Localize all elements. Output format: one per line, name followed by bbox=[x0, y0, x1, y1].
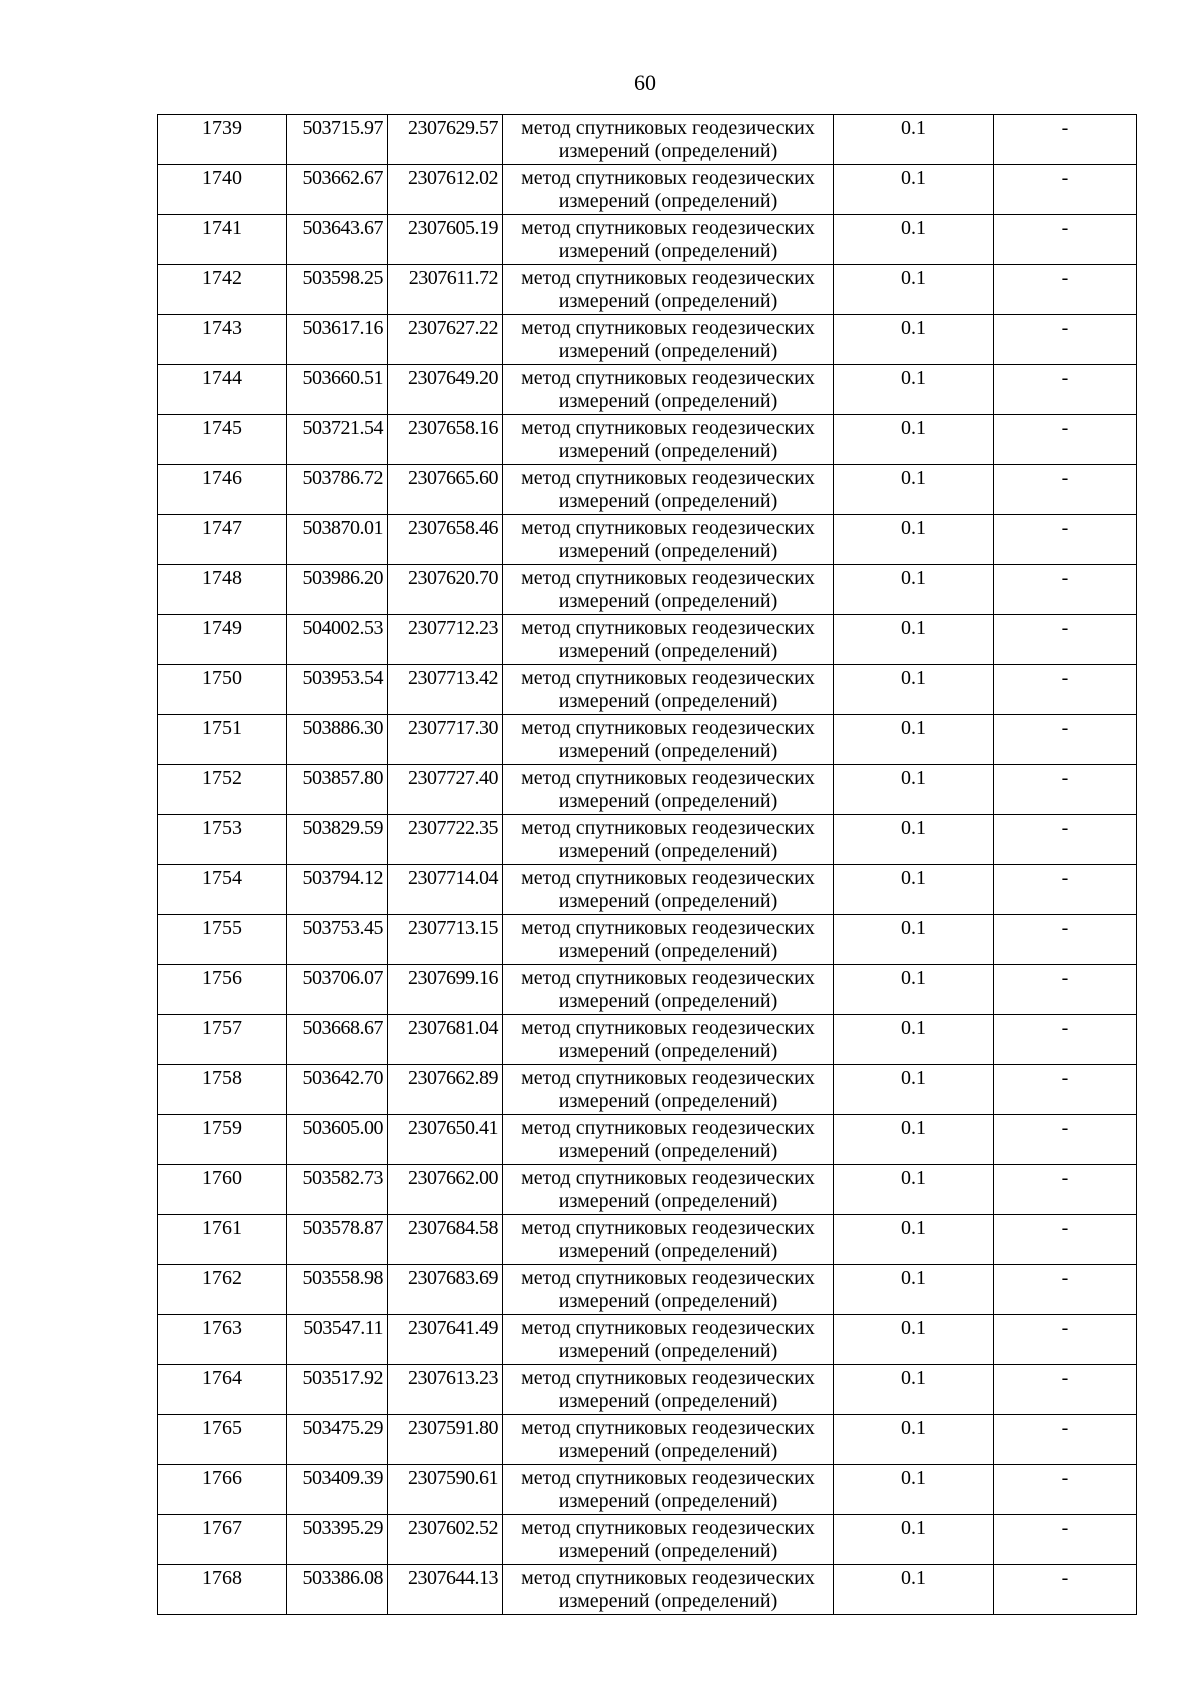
y-coordinate-cell: 2307644.13 bbox=[388, 1565, 503, 1615]
y-coordinate-cell: 2307713.42 bbox=[388, 665, 503, 715]
method-cell: метод спутниковых геодезических измерений (определений) bbox=[503, 565, 834, 615]
description-cell: - bbox=[994, 815, 1137, 865]
description-cell: - bbox=[994, 1465, 1137, 1515]
point-number-cell: 1743 bbox=[158, 315, 287, 365]
table-row bbox=[158, 565, 1137, 615]
accuracy-cell: 0.1 bbox=[834, 1065, 994, 1115]
table-row bbox=[158, 1065, 1137, 1115]
point-number-cell: 1741 bbox=[158, 215, 287, 265]
point-number-cell: 1753 bbox=[158, 815, 287, 865]
x-coordinate-cell: 503582.73 bbox=[287, 1165, 388, 1215]
point-number-cell: 1752 bbox=[158, 765, 287, 815]
method-cell: метод спутниковых геодезических измерений (определений) bbox=[503, 415, 834, 465]
method-cell: метод спутниковых геодезических измерений (определений) bbox=[503, 315, 834, 365]
point-number-cell: 1742 bbox=[158, 265, 287, 315]
y-coordinate-cell: 2307627.22 bbox=[388, 315, 503, 365]
point-number-cell: 1745 bbox=[158, 415, 287, 465]
y-coordinate-cell: 2307641.49 bbox=[388, 1315, 503, 1365]
point-number-cell: 1746 bbox=[158, 465, 287, 515]
table-body bbox=[158, 115, 1137, 1615]
description-cell: - bbox=[994, 365, 1137, 415]
table-row bbox=[158, 365, 1137, 415]
accuracy-cell: 0.1 bbox=[834, 1265, 994, 1315]
accuracy-cell: 0.1 bbox=[834, 115, 994, 165]
x-coordinate-cell: 503660.51 bbox=[287, 365, 388, 415]
point-number-cell: 1751 bbox=[158, 715, 287, 765]
accuracy-cell: 0.1 bbox=[834, 565, 994, 615]
point-number-cell: 1765 bbox=[158, 1415, 287, 1465]
accuracy-cell: 0.1 bbox=[834, 365, 994, 415]
point-number-cell: 1757 bbox=[158, 1015, 287, 1065]
x-coordinate-cell: 503558.98 bbox=[287, 1265, 388, 1315]
description-cell: - bbox=[994, 1565, 1137, 1615]
method-cell: метод спутниковых геодезических измерений (определений) bbox=[503, 165, 834, 215]
accuracy-cell: 0.1 bbox=[834, 1465, 994, 1515]
method-cell: метод спутниковых геодезических измерений (определений) bbox=[503, 1565, 834, 1615]
table-row bbox=[158, 1015, 1137, 1065]
y-coordinate-cell: 2307612.02 bbox=[388, 165, 503, 215]
description-cell: - bbox=[994, 915, 1137, 965]
table-row bbox=[158, 1215, 1137, 1265]
y-coordinate-cell: 2307665.60 bbox=[388, 465, 503, 515]
point-number-cell: 1759 bbox=[158, 1115, 287, 1165]
x-coordinate-cell: 503643.67 bbox=[287, 215, 388, 265]
description-cell: - bbox=[994, 565, 1137, 615]
y-coordinate-cell: 2307727.40 bbox=[388, 765, 503, 815]
description-cell: - bbox=[994, 865, 1137, 915]
x-coordinate-cell: 503721.54 bbox=[287, 415, 388, 465]
table-row bbox=[158, 1465, 1137, 1515]
page-number: 60 bbox=[634, 70, 656, 95]
method-cell: метод спутниковых геодезических измерений (определений) bbox=[503, 915, 834, 965]
accuracy-cell: 0.1 bbox=[834, 515, 994, 565]
method-cell: метод спутниковых геодезических измерений (определений) bbox=[503, 515, 834, 565]
table-row bbox=[158, 915, 1137, 965]
table-row bbox=[158, 465, 1137, 515]
point-number-cell: 1768 bbox=[158, 1565, 287, 1615]
y-coordinate-cell: 2307713.15 bbox=[388, 915, 503, 965]
accuracy-cell: 0.1 bbox=[834, 715, 994, 765]
method-cell: метод спутниковых геодезических измерений (определений) bbox=[503, 1015, 834, 1065]
description-cell: - bbox=[994, 1065, 1137, 1115]
description-cell: - bbox=[994, 665, 1137, 715]
table-row bbox=[158, 315, 1137, 365]
method-cell: метод спутниковых геодезических измерений (определений) bbox=[503, 1415, 834, 1465]
accuracy-cell: 0.1 bbox=[834, 1315, 994, 1365]
point-number-cell: 1739 bbox=[158, 115, 287, 165]
accuracy-cell: 0.1 bbox=[834, 415, 994, 465]
description-cell: - bbox=[994, 1315, 1137, 1365]
accuracy-cell: 0.1 bbox=[834, 1415, 994, 1465]
method-cell: метод спутниковых геодезических измерений (определений) bbox=[503, 215, 834, 265]
description-cell: - bbox=[994, 1415, 1137, 1465]
point-number-cell: 1748 bbox=[158, 565, 287, 615]
accuracy-cell: 0.1 bbox=[834, 1165, 994, 1215]
table-row bbox=[158, 1165, 1137, 1215]
table-row bbox=[158, 1265, 1137, 1315]
method-cell: метод спутниковых геодезических измерений (определений) bbox=[503, 965, 834, 1015]
table-row bbox=[158, 615, 1137, 665]
x-coordinate-cell: 503953.54 bbox=[287, 665, 388, 715]
table-row bbox=[158, 265, 1137, 315]
table-row bbox=[158, 715, 1137, 765]
y-coordinate-cell: 2307684.58 bbox=[388, 1215, 503, 1265]
table-row bbox=[158, 1315, 1137, 1365]
accuracy-cell: 0.1 bbox=[834, 465, 994, 515]
x-coordinate-cell: 503617.16 bbox=[287, 315, 388, 365]
accuracy-cell: 0.1 bbox=[834, 1215, 994, 1265]
accuracy-cell: 0.1 bbox=[834, 265, 994, 315]
x-coordinate-cell: 503547.11 bbox=[287, 1315, 388, 1365]
method-cell: метод спутниковых геодезических измерений (определений) bbox=[503, 1115, 834, 1165]
table-row bbox=[158, 1565, 1137, 1615]
x-coordinate-cell: 503786.72 bbox=[287, 465, 388, 515]
y-coordinate-cell: 2307629.57 bbox=[388, 115, 503, 165]
table-row bbox=[158, 1515, 1137, 1565]
x-coordinate-cell: 503517.92 bbox=[287, 1365, 388, 1415]
y-coordinate-cell: 2307722.35 bbox=[388, 815, 503, 865]
x-coordinate-cell: 503870.01 bbox=[287, 515, 388, 565]
description-cell: - bbox=[994, 515, 1137, 565]
y-coordinate-cell: 2307602.52 bbox=[388, 1515, 503, 1565]
accuracy-cell: 0.1 bbox=[834, 765, 994, 815]
method-cell: метод спутниковых геодезических измерений (определений) bbox=[503, 115, 834, 165]
table-row bbox=[158, 765, 1137, 815]
coordinates-table bbox=[157, 114, 1137, 1615]
y-coordinate-cell: 2307591.80 bbox=[388, 1415, 503, 1465]
x-coordinate-cell: 503409.39 bbox=[287, 1465, 388, 1515]
description-cell: - bbox=[994, 215, 1137, 265]
accuracy-cell: 0.1 bbox=[834, 965, 994, 1015]
method-cell: метод спутниковых геодезических измерений (определений) bbox=[503, 815, 834, 865]
method-cell: метод спутниковых геодезических измерений (определений) bbox=[503, 1065, 834, 1115]
point-number-cell: 1750 bbox=[158, 665, 287, 715]
accuracy-cell: 0.1 bbox=[834, 665, 994, 715]
x-coordinate-cell: 503598.25 bbox=[287, 265, 388, 315]
x-coordinate-cell: 503715.97 bbox=[287, 115, 388, 165]
y-coordinate-cell: 2307611.72 bbox=[388, 265, 503, 315]
point-number-cell: 1756 bbox=[158, 965, 287, 1015]
method-cell: метод спутниковых геодезических измерений (определений) bbox=[503, 1315, 834, 1365]
point-number-cell: 1754 bbox=[158, 865, 287, 915]
table-row bbox=[158, 1365, 1137, 1415]
point-number-cell: 1755 bbox=[158, 915, 287, 965]
x-coordinate-cell: 504002.53 bbox=[287, 615, 388, 665]
y-coordinate-cell: 2307658.16 bbox=[388, 415, 503, 465]
x-coordinate-cell: 503395.29 bbox=[287, 1515, 388, 1565]
y-coordinate-cell: 2307681.04 bbox=[388, 1015, 503, 1065]
x-coordinate-cell: 503662.67 bbox=[287, 165, 388, 215]
description-cell: - bbox=[994, 765, 1137, 815]
method-cell: метод спутниковых геодезических измерений (определений) bbox=[503, 1165, 834, 1215]
method-cell: метод спутниковых геодезических измерений (определений) bbox=[503, 615, 834, 665]
point-number-cell: 1740 bbox=[158, 165, 287, 215]
point-number-cell: 1749 bbox=[158, 615, 287, 665]
method-cell: метод спутниковых геодезических измерений (определений) bbox=[503, 365, 834, 415]
table-row bbox=[158, 165, 1137, 215]
y-coordinate-cell: 2307714.04 bbox=[388, 865, 503, 915]
table-row bbox=[158, 865, 1137, 915]
table-row bbox=[158, 965, 1137, 1015]
x-coordinate-cell: 503829.59 bbox=[287, 815, 388, 865]
method-cell: метод спутниковых геодезических измерений (определений) bbox=[503, 865, 834, 915]
point-number-cell: 1763 bbox=[158, 1315, 287, 1365]
y-coordinate-cell: 2307650.41 bbox=[388, 1115, 503, 1165]
accuracy-cell: 0.1 bbox=[834, 315, 994, 365]
x-coordinate-cell: 503886.30 bbox=[287, 715, 388, 765]
point-number-cell: 1767 bbox=[158, 1515, 287, 1565]
y-coordinate-cell: 2307605.19 bbox=[388, 215, 503, 265]
y-coordinate-cell: 2307613.23 bbox=[388, 1365, 503, 1415]
y-coordinate-cell: 2307699.16 bbox=[388, 965, 503, 1015]
table-row bbox=[158, 1115, 1137, 1165]
x-coordinate-cell: 503753.45 bbox=[287, 915, 388, 965]
y-coordinate-cell: 2307662.89 bbox=[388, 1065, 503, 1115]
x-coordinate-cell: 503605.00 bbox=[287, 1115, 388, 1165]
point-number-cell: 1762 bbox=[158, 1265, 287, 1315]
description-cell: - bbox=[994, 1015, 1137, 1065]
description-cell: - bbox=[994, 415, 1137, 465]
point-number-cell: 1758 bbox=[158, 1065, 287, 1115]
accuracy-cell: 0.1 bbox=[834, 815, 994, 865]
y-coordinate-cell: 2307717.30 bbox=[388, 715, 503, 765]
accuracy-cell: 0.1 bbox=[834, 1515, 994, 1565]
point-number-cell: 1764 bbox=[158, 1365, 287, 1415]
table-row bbox=[158, 815, 1137, 865]
x-coordinate-cell: 503986.20 bbox=[287, 565, 388, 615]
method-cell: метод спутниковых геодезических измерений (определений) bbox=[503, 1265, 834, 1315]
accuracy-cell: 0.1 bbox=[834, 915, 994, 965]
method-cell: метод спутниковых геодезических измерений (определений) bbox=[503, 265, 834, 315]
method-cell: метод спутниковых геодезических измерений (определений) bbox=[503, 1365, 834, 1415]
accuracy-cell: 0.1 bbox=[834, 165, 994, 215]
point-number-cell: 1766 bbox=[158, 1465, 287, 1515]
x-coordinate-cell: 503857.80 bbox=[287, 765, 388, 815]
description-cell: - bbox=[994, 615, 1137, 665]
accuracy-cell: 0.1 bbox=[834, 865, 994, 915]
x-coordinate-cell: 503578.87 bbox=[287, 1215, 388, 1265]
description-cell: - bbox=[994, 1365, 1137, 1415]
method-cell: метод спутниковых геодезических измерений (определений) bbox=[503, 715, 834, 765]
method-cell: метод спутниковых геодезических измерений (определений) bbox=[503, 765, 834, 815]
description-cell: - bbox=[994, 465, 1137, 515]
accuracy-cell: 0.1 bbox=[834, 215, 994, 265]
accuracy-cell: 0.1 bbox=[834, 1365, 994, 1415]
y-coordinate-cell: 2307662.00 bbox=[388, 1165, 503, 1215]
table-row bbox=[158, 115, 1137, 165]
accuracy-cell: 0.1 bbox=[834, 615, 994, 665]
description-cell: - bbox=[994, 265, 1137, 315]
description-cell: - bbox=[994, 715, 1137, 765]
y-coordinate-cell: 2307649.20 bbox=[388, 365, 503, 415]
description-cell: - bbox=[994, 115, 1137, 165]
x-coordinate-cell: 503475.29 bbox=[287, 1415, 388, 1465]
y-coordinate-cell: 2307712.23 bbox=[388, 615, 503, 665]
point-number-cell: 1761 bbox=[158, 1215, 287, 1265]
accuracy-cell: 0.1 bbox=[834, 1115, 994, 1165]
x-coordinate-cell: 503668.67 bbox=[287, 1015, 388, 1065]
description-cell: - bbox=[994, 965, 1137, 1015]
x-coordinate-cell: 503794.12 bbox=[287, 865, 388, 915]
method-cell: метод спутниковых геодезических измерений (определений) bbox=[503, 465, 834, 515]
description-cell: - bbox=[994, 315, 1137, 365]
method-cell: метод спутниковых геодезических измерений (определений) bbox=[503, 1215, 834, 1265]
x-coordinate-cell: 503642.70 bbox=[287, 1065, 388, 1115]
table-row bbox=[158, 515, 1137, 565]
method-cell: метод спутниковых геодезических измерений (определений) bbox=[503, 1515, 834, 1565]
y-coordinate-cell: 2307590.61 bbox=[388, 1465, 503, 1515]
method-cell: метод спутниковых геодезических измерений (определений) bbox=[503, 1465, 834, 1515]
method-cell: метод спутниковых геодезических измерений (определений) bbox=[503, 665, 834, 715]
description-cell: - bbox=[994, 1115, 1137, 1165]
description-cell: - bbox=[994, 1265, 1137, 1315]
table-row bbox=[158, 665, 1137, 715]
point-number-cell: 1744 bbox=[158, 365, 287, 415]
description-cell: - bbox=[994, 1215, 1137, 1265]
table-row bbox=[158, 415, 1137, 465]
point-number-cell: 1760 bbox=[158, 1165, 287, 1215]
y-coordinate-cell: 2307683.69 bbox=[388, 1265, 503, 1315]
description-cell: - bbox=[994, 1165, 1137, 1215]
table-row bbox=[158, 1415, 1137, 1465]
y-coordinate-cell: 2307620.70 bbox=[388, 565, 503, 615]
table-row bbox=[158, 215, 1137, 265]
x-coordinate-cell: 503386.08 bbox=[287, 1565, 388, 1615]
accuracy-cell: 0.1 bbox=[834, 1015, 994, 1065]
description-cell: - bbox=[994, 165, 1137, 215]
description-cell: - bbox=[994, 1515, 1137, 1565]
x-coordinate-cell: 503706.07 bbox=[287, 965, 388, 1015]
y-coordinate-cell: 2307658.46 bbox=[388, 515, 503, 565]
point-number-cell: 1747 bbox=[158, 515, 287, 565]
accuracy-cell: 0.1 bbox=[834, 1565, 994, 1615]
